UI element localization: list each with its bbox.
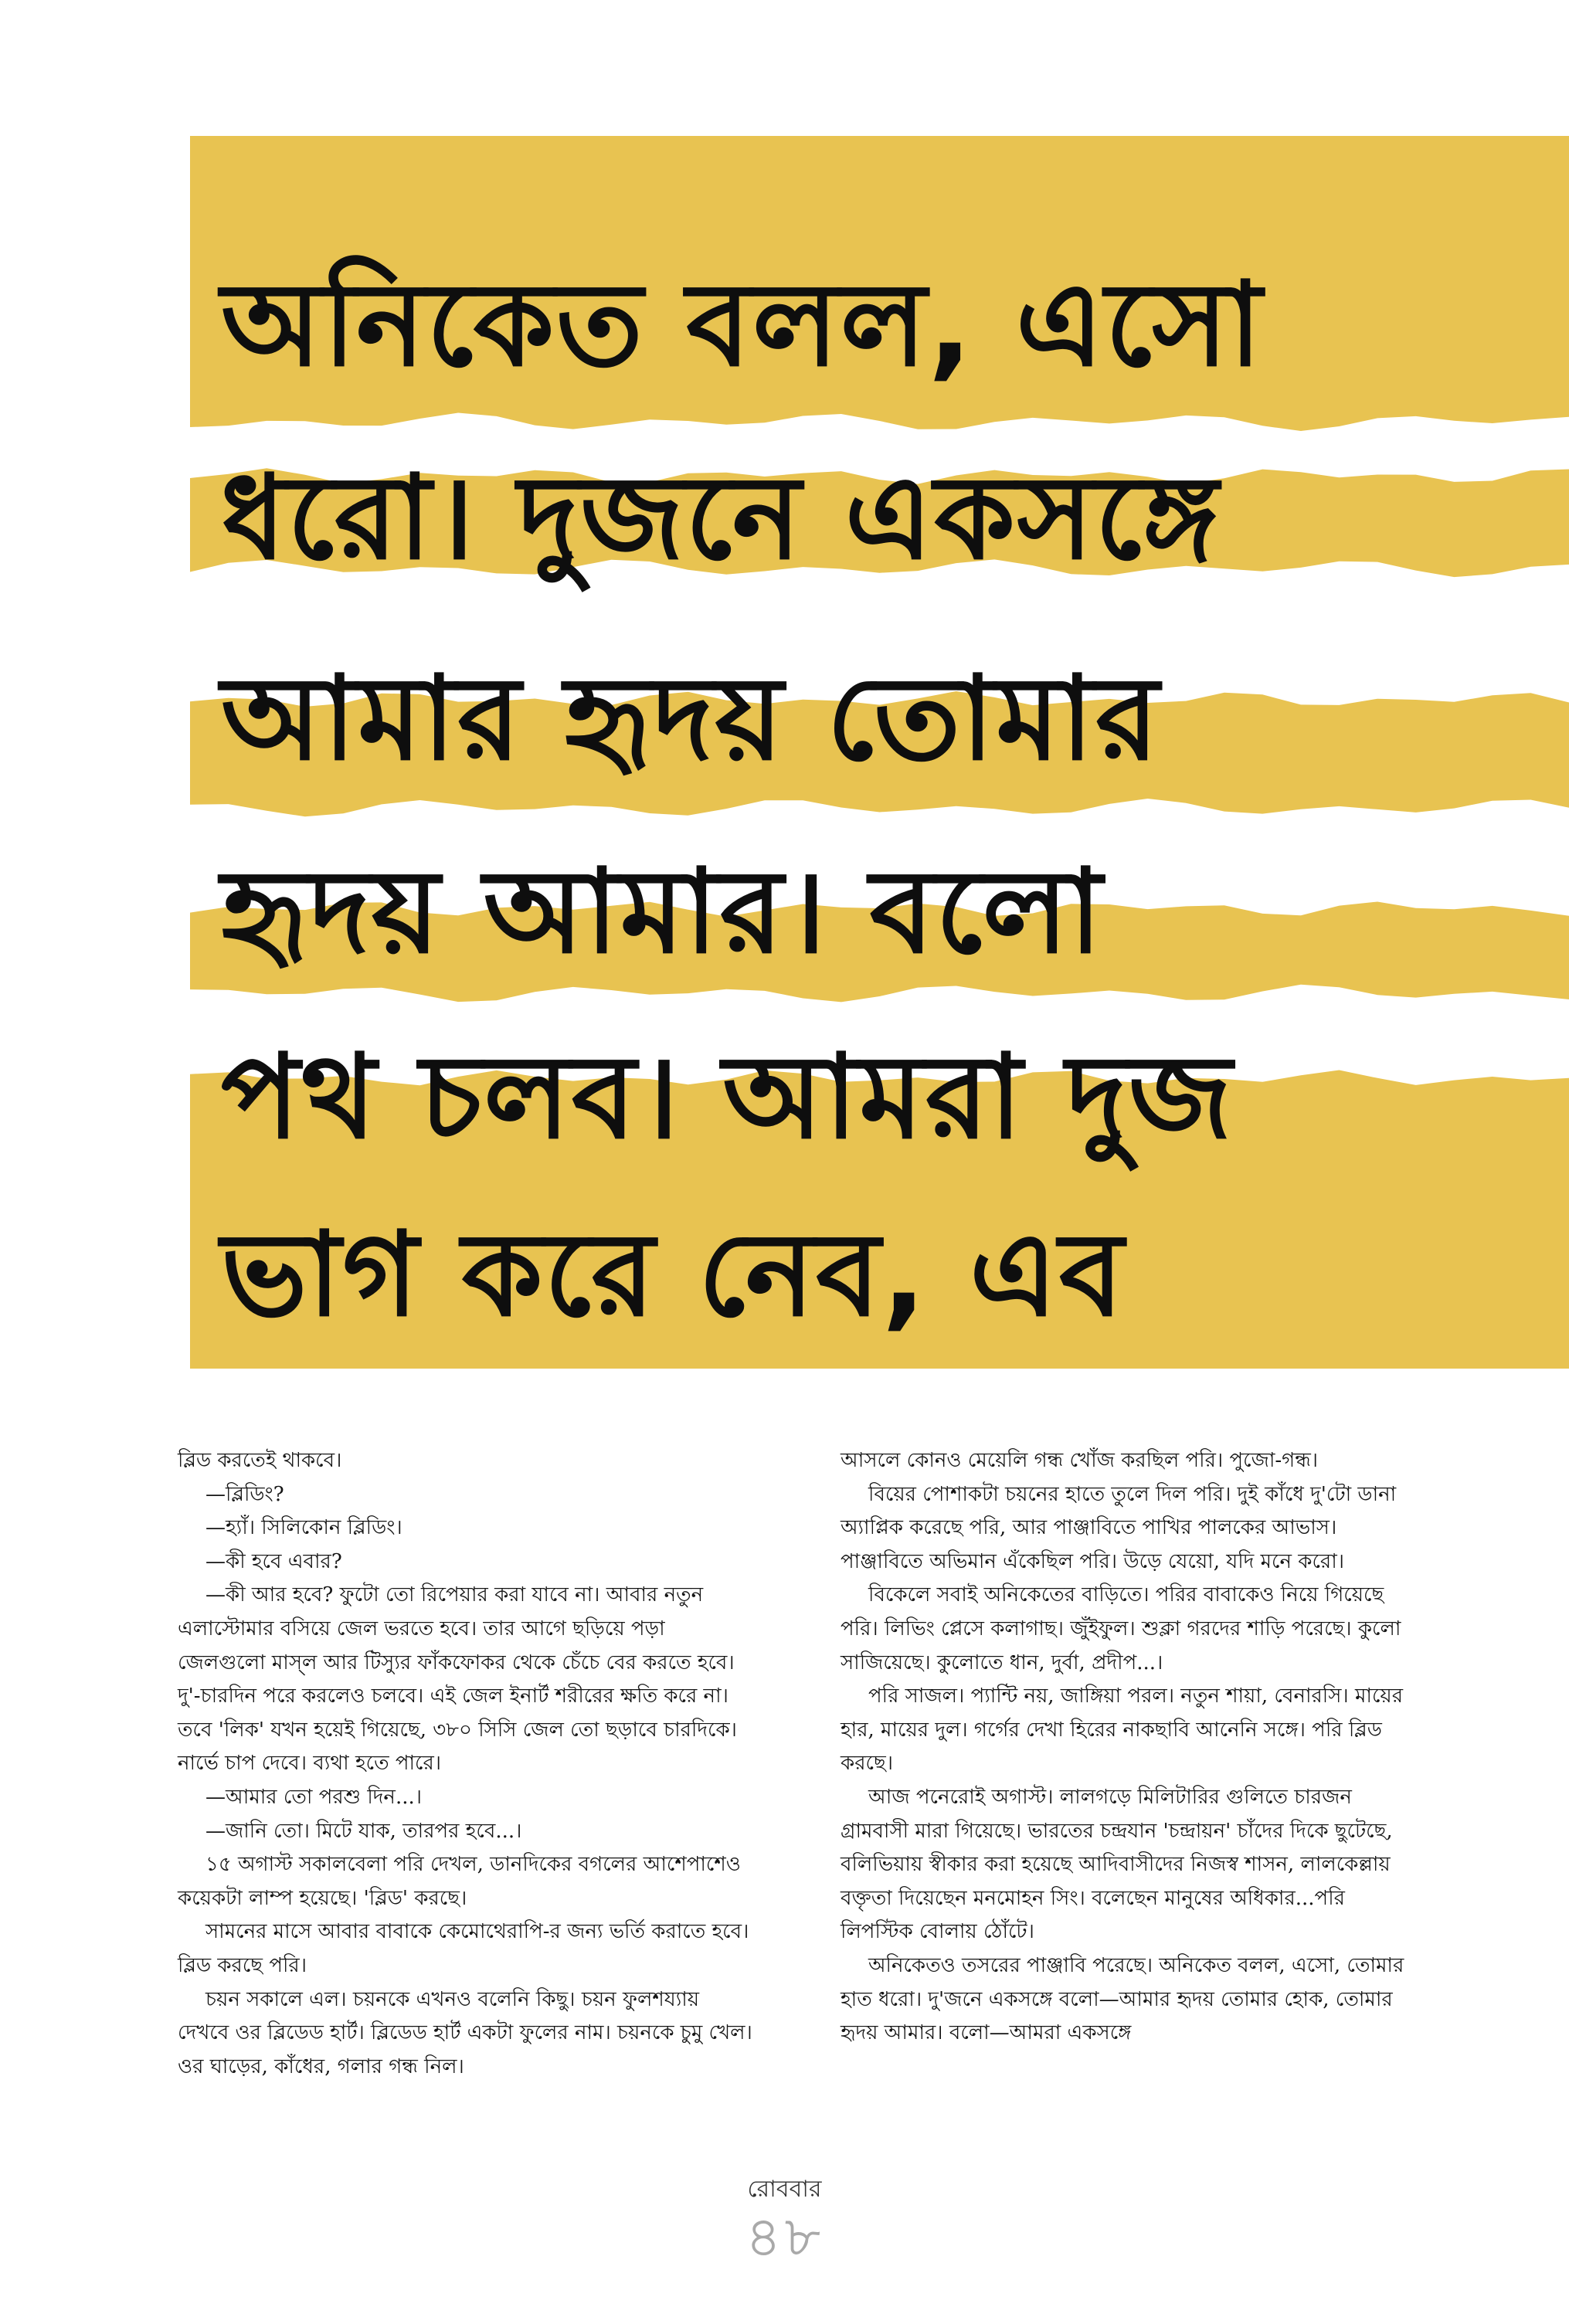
paragraph: ব্লিড করতেই থাকবে। bbox=[178, 1449, 342, 1472]
paragraph: —কী আর হবে? ফুটো তো রিপেয়ার করা যাবে না। আবার নতুন এলাস্টোমার বসিয়ে জেল ভরতে হবে। তার আগে ছড়িয়ে পড়া জেলগুলো মাস্‌ল আর টিস্যুর ফাঁকফোকর থেকে চেঁচে বের করতে হবে। দু'-চারদিন পরে করলেও চলবে। এই জেল ইনার্ট শরীরের ক্ষতি করে না। তবে 'লিক' যখন হয়েই গিয়েছে, ৩৮০ সিসি জেল তো ছড়াবে চারদিকে। নার্ভে চাপ দেবে। ব্যথা হতে পারে। bbox=[178, 1583, 737, 1776]
paragraph: —জানি তো। মিটে যাক, তারপর হবে...। bbox=[205, 1819, 522, 1843]
paragraph: —আমার তো পরশু দিন...। bbox=[205, 1785, 423, 1809]
paragraph: চয়ন সকালে এল। চয়নকে এখনও বলেনি কিছু। চয়ন ফুলশয্যায় দেখবে ওর ব্লিডেড হার্ট। ব্লিডেড হার্ট একটা ফুলের নাম। চয়নকে চুমু খেল। ওর ঘাড়ের, কাঁধের, গলার গন্ধ নিল। bbox=[178, 1987, 752, 2078]
banner-line-4: হৃদয় আমার। বলো bbox=[221, 845, 1104, 979]
paragraph: বিকেলে সবাই অনিকেতের বাড়িতে। পরির বাবাকেও নিয়ে গিয়েছে পরি। লিভিং প্লেসে কলাগাছ। জুঁইফুল। শুক্লা গরদের শাড়ি পরেছে। কুলো সাজিয়েছে। কুলোতে ধান, দুর্বা, প্রদীপ...। bbox=[841, 1583, 1401, 1674]
right-text-column bbox=[841, 1444, 1416, 2051]
banner-line-1: অনিকেত বলল, এসো bbox=[221, 258, 1264, 392]
paragraph: ১৫ অগাস্ট সকালবেলা পরি দেখল, ডানদিকের বগলের আশেপাশেও কয়েকটা লাম্প হয়েছে। 'ব্লিড' করছে। bbox=[178, 1853, 741, 1910]
paragraph: আসলে কোনও মেয়েলি গন্ধ খোঁজ করছিল পরি। পুজো-গন্ধ। bbox=[841, 1449, 1319, 1472]
paragraph: —কী হবে এবার? bbox=[205, 1549, 342, 1573]
paragraph: পরি সাজল। প্যান্টি নয়, জাঙ্গিয়া পরল। নতুন শায়া, বেনারসি। মায়ের হার, মায়ের দুল। গর্গের দেখা হিরের নাকছাবি আনেনি সঙ্গে। পরি ব্লিড করছে। bbox=[841, 1684, 1404, 1776]
calligraphy-banner bbox=[190, 136, 1569, 1369]
paragraph: সামনের মাসে আবার বাবাকে কেমোথেরাপি-র জন্য ভর্তি করাতে হবে। ব্লিড করছে পরি। bbox=[178, 1920, 749, 1977]
paragraph: বিয়ের পোশাকটা চয়নের হাতে তুলে দিল পরি। দুই কাঁধে দু'টো ডানা অ্যাপ্লিক করেছে পরি, আর পাঞ্জাবিতে পাখির পালকের আভাস। পাঞ্জাবিতে অভিমান এঁকেছিল পরি। উড়ে যেয়ো, যদি মনে করো। bbox=[841, 1482, 1397, 1573]
banner-line-3: আমার হৃদয় তোমার bbox=[221, 652, 1161, 786]
paragraph: অনিকেতও তসরের পাঞ্জাবি পরেছে। অনিকেত বলল, এসো, তোমার হাত ধরো। দু'জনে একসঙ্গে বলো—আমার হৃদয় তোমার হোক, তোমার হৃদয় আমার। বলো—আমরা একসঙ্গে bbox=[841, 1953, 1404, 2045]
left-text-column bbox=[178, 1444, 753, 2084]
paragraph: —ব্লিডিং? bbox=[205, 1482, 284, 1506]
page-number: ৪৮ bbox=[745, 2204, 824, 2269]
banner-line-5: পথ চলব। আমরা দুজ bbox=[221, 1030, 1234, 1165]
paragraph: আজ পনেরোই অগাস্ট। লালগড়ে মিলিটারির গুলিতে চারজন গ্রামবাসী মারা গিয়েছে। ভারতের চন্দ্রযান 'চন্দ্রায়ন' চাঁদের দিকে ছুটেছে, বলিভিয়ায় স্বীকার করা হয়েছে আদিবাসীদের নিজস্ব শাসন, লালকেল্লায় বক্তৃতা দিয়েছেন মনমোহন সিং। বলেছেন মানুষের অধিকার...পরি লিপস্টিক বোলায় ঠোঁটে। bbox=[841, 1785, 1393, 1944]
paragraph: —হ্যাঁ। সিলিকোন ব্লিডিং। bbox=[205, 1516, 402, 1540]
magazine-name: রোববার bbox=[747, 2176, 822, 2203]
banner-line-2: ধরো। দুজনে একসঙ্গে bbox=[221, 451, 1221, 585]
banner-line-6: ভাগ করে নেব, এব bbox=[221, 1208, 1126, 1342]
